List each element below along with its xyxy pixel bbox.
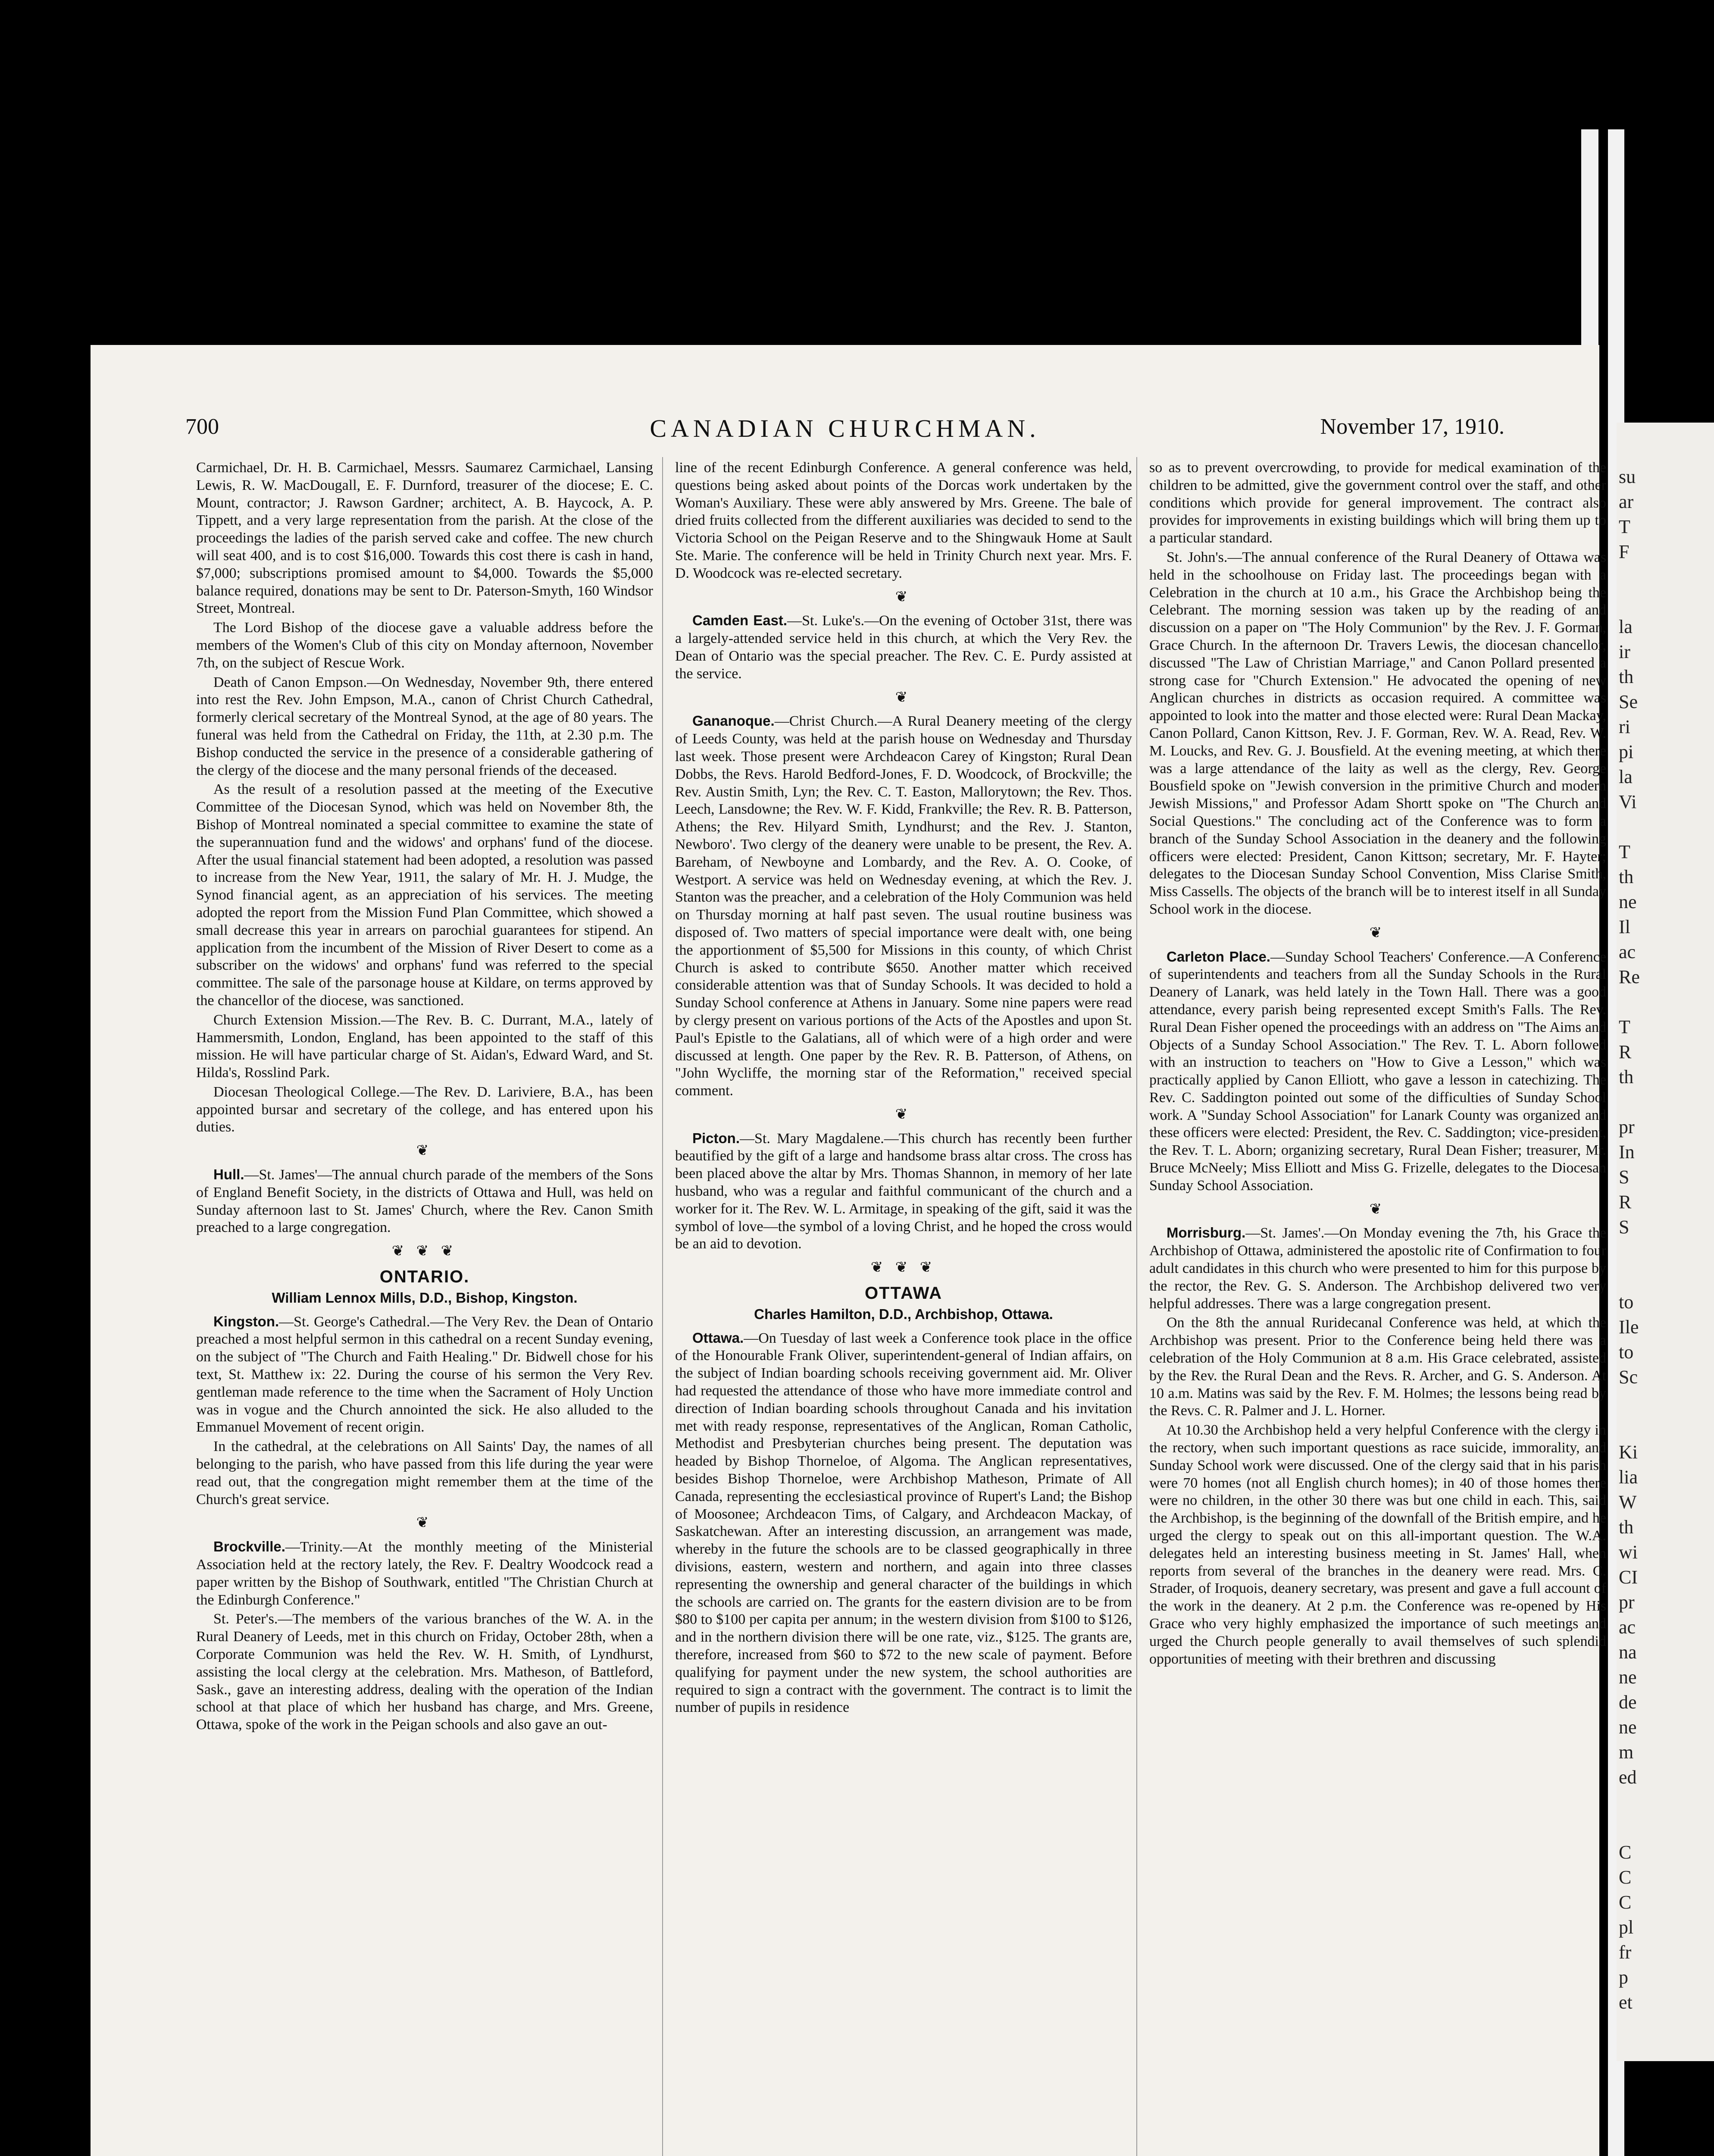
paragraph: At 10.30 the Archbishop held a very helpful Conference with the clergy in the rectory, when such important questions as race suicide, immorality, and Sunday School work were discussed. One of the clergy said that in his parish were 70 homes (not all English church homes); in 40 of those homes there were no children, in the other 30 there was but one child in each. This, said the Archbishop, is the beginning of the downfall of the British empire, and he urged the clergy to speak out on this all-important question. The W.A. delegates held an interesting business meeting in St. James' Hall, when reports from several of the branches in the deanery were read. Mrs. C. Strader, of Iroquois, deanery secretary, was present and gave a full account of the work in the deanery. At 2 p.m. the Conference was re-opened by His Grace who very highly emphasized the importance of such meetings and urged the Church people generally to avail themselves of such splendid opportunities of meeting with their brethren and discussing [1149,1422,1606,1667]
section-heading-ottawa: OTTAWA [864,1284,943,1303]
edge-fragment: na [1619,1642,1637,1663]
paragraph-lead: Brockville. [213,1539,285,1555]
edge-fragment: ir [1619,641,1630,662]
paragraph: On the 8th the annual Ruridecanal Conference was held, at which the Archbishop was present. Prior to the Conference being held there was a celebration of the Holy Communion at 8 a.m. His Grace celebrated, assisted by the Rev. the Rural Dean and the Revs. R. Archer, and G. S. Anderson. At 10 a.m. Matins was said by the Rev. F. M. Holmes; the lessons being read by the Revs. C. R. Palmer and J. L. Horner. [1149,1315,1606,1419]
edge-fragment: R [1619,1041,1632,1062]
edge-fragment: th [1619,1517,1634,1538]
edge-fragment: T [1619,841,1630,862]
edge-fragment: T [1619,1016,1630,1037]
paragraph-body: —St. Luke's.—On the evening of October 31st, there was a largely-attended service held in this church, at which the Very Rev. the Dean of Ontario was the special preacher. The Rev. C. E. Purdy assisted at the service. [675,613,1132,682]
paragraph-lead: Gananoque. [692,713,775,729]
paragraph: St. Peter's.—The members of the various branches of the W. A. in the Rural Deanery of Leeds, met in this church on Friday, October 28th, when a Corporate Communion was held the Rev. W. H. Smith, of Lyndhurst, assisting the local clergy at the celebration. Mrs. Matheson, of Battleford, Sask., gave an interesting address, dealing with the operation of the Indian school at that place of which her husband has charge, and Mrs. Greene, Ottawa, spoke of the work in the Peigan schools and also gave an out- [196,1611,653,1733]
section-heading-ontario: ONTARIO. [379,1267,470,1287]
paragraph [196,1538,653,1609]
paragraph-body: —St. James'—The annual church parade of the members of the Sons of England Benefit Society, in the districts of Ottawa and Hull, was held on Sunday afternoon last to St. James' Church, where the Rev. Canon Smith preached to a large congregation. [196,1167,653,1236]
paragraph-body: —On Tuesday of last week a Conference took place in the office of the Honourable Frank Oliver, superintendent-general of Indian affairs, on the subject of Indian boarding schools receiving government aid. Mr. Oliver had requested the attendance of those who have more immediate control and direction of Indian boarding schools throughout Canada and his invitation met with ready response, representatives of the Anglican, Roman Catholic, Methodist and Presbyterian churches being present. The deputation was headed by Bishop Thorneloe, of Algoma. The Anglican representatives, besides Bishop Thorneloe, were Archbishop Matheson, Primate of All Canada, representing the ecclesiastical province of Rupert's Land; the Bishop of Moosonee; Archdeacon Tims, of Calgary, and Archdeacon Mackay, of Saskatchewan. After an interesting discussion, an arrangement was made, whereby in the future the schools are to be classed geographically in three divisions, eastern, western and northern, and again into three classes representing the ownership and general character of the buildings in which the schools are carried on. The grants for the eastern division are to be from $80 to $100 per capita per annum; in the western division from $100 to $126, and in the northern division there will be one rate, viz., $125. The grants are, therefore, increased from $60 to $72 to the new scale of payment. Before qualifying for payment under the new system, the school authorities are required to sign a contract with the government. The contract is to limit the number of pupils in residence [675,1330,1132,1716]
edge-fragment: su [1619,466,1636,487]
bishop-byline: William Lennox Mills, D.D., Bishop, Kingston. [272,1289,578,1306]
paragraph-lead: Morrisburg. [1167,1225,1246,1241]
paragraph: In the cathedral, at the celebrations on All Saints' Day, the names of all belonging to the parish, who have passed from this life during the year were read out, that the congregation might remember them at the time of the Church's great service. [196,1438,653,1507]
paragraph: line of the recent Edinburgh Conference. A general conference was held, questions being asked about points of the Dorcas work undertaken by the Woman's Auxiliary. These were ably answered by Mrs. Greene. The bale of dried fruits collected from the different auxiliaries was decided to send to the Victoria School on the Peigan Reserve and to the Shingwauk Home at Sault Ste. Marie. The conference will be held in Trinity Church next year. Mrs. F. D. Woodcock was re-elected secretary. [675,460,1132,581]
edge-fragment: CI [1619,1567,1638,1588]
edge-fragment: In [1619,1141,1635,1163]
edge-fragment: S [1619,1166,1630,1188]
column-1 [196,459,653,2156]
edge-fragment: Vi [1619,791,1637,812]
edge-fragment: th [1619,866,1634,887]
edge-fragment: ri [1619,716,1630,737]
ornament: ❦ ❦ ❦ [391,1243,458,1260]
edge-fragment: ac [1619,941,1636,962]
paragraph-body: —St. Mary Magdalene.—This church has recently been further beautified by the gift of a large and handsome brass altar cross. The cross has been placed above the altar by Mrs. Thomas Shannon, in memory of her late husband, who was a regular and faithful communicant of the church and a worker for it. The Rev. W. L. Armitage, in speaking of the gift, said it was the symbol of love—the symbol of a loving Christ, and he hoped the cross would be an aid to devotion. [675,1130,1132,1252]
edge-fragment: pl [1619,1917,1634,1938]
page-header [185,414,1504,448]
edge-fragment: R [1619,1191,1632,1213]
ornament: ❦ ❦ ❦ [870,1260,937,1276]
edge-fragment: C [1619,1842,1632,1863]
edge-fragment: ar [1619,491,1634,512]
column-2 [675,459,1132,2156]
edge-fragment: th [1619,666,1634,687]
edge-fragment: et [1619,1992,1633,2013]
edge-fragment: to [1619,1291,1634,1313]
paragraph-lead: Ottawa. [692,1329,744,1346]
paragraph-body: —St. George's Cathedral.—The Very Rev. the Dean of Ontario preached a most helpful sermon in this cathedral on a recent Sunday evening, on the subject of "The Church and Faith Healing." Dr. Bidwell chose for his text, St. Matthew ix: 22. During the course of his sermon the Very Rev. gentleman made reference to the time when the Sacrament of Holy Unction was in vogue and the Church annointed the sick. He also alluded to the Emmanuel Movement of recent origin. [196,1313,653,1435]
paragraph-body: —Trinity.—At the monthly meeting of the Ministerial Association held at the rectory lately, the Rev. F. Dealtry Woodcock read a paper written by the Bishop of Southwark, entitled "The Christian Church at the Edinburgh Conference." [196,1539,653,1608]
paragraph: As the result of a resolution passed at the meeting of the Executive Committee of the Diocesan Synod, which was held on November 8th, the Bishop of Montreal nominated a special committee to examine the state of the superannuation fund and the widows' and orphans' fund of the diocese. After the usual financial statement had been adopted, a resolution was passed to increase from the New Year, 1911, the salary of Mr. H. J. Mudge, the Synod financial agent, as an appreciation of his services. The meeting adopted the report from the Mission Fund Plan Committee, which showed a small decrease this year in arrears on parochial guarantees for stipend. An application from the incumbent of the Mission of River Desert to come as a subscriber on the widows' and orphans' fund was referred to the special committee. The sale of the parsonage house at Kildare, on terms approved by the chancellor of the diocese, was sanctioned. [196,781,653,1009]
paragraph: The Lord Bishop of the diocese gave a valuable address before the members of the Women's Club of this city on Monday afternoon, November 7th, on the subject of Rescue Work. [196,620,653,671]
edge-fragment: la [1619,616,1633,637]
paragraph-lead: Hull. [213,1166,244,1183]
edge-fragment: fr [1619,1942,1632,1963]
newspaper-page [91,345,1606,2156]
edge-fragment: T [1619,516,1630,537]
edge-fragment: ne [1619,891,1637,912]
paragraph [1149,1224,1606,1313]
masthead: CANADIAN CHURCHMAN. [650,414,1040,442]
edge-fragment: Il [1619,916,1630,937]
ornament: ❦ [1369,1201,1386,1217]
edge-fragment: C [1619,1867,1632,1888]
paragraph-body: —Sunday School Teachers' Conference.—A Conference of superintendents and teachers from all the Sunday Schools in the Rural Deanery of Lanark, was held lately in the Town Hall. There was a good attendance, every parish being represented except Smith's Falls. The Rev. Rural Dean Fisher opened the proceedings with an address on "The Aims and Objects of a Sunday School Association." The Rev. T. L. Aborn followed with an instruction to teachers on "How to Give a Lesson," which was practically applied by Canon Elliott, who gave a lesson in catechizing. The Rev. C. Saddington pointed out some of the difficulties of Sunday School work. A "Sunday School Association" for Lanark County was organized and these officers were elected: President, the Rev. C. Saddington; vice-president, the Rev. T. L. Aborn; organizing secretary, Rural Dean Fisher; treasurer, Mr. Bruce McNeely; Miss Elliott and Miss G. Frizelle, delegates to the Diocesan Sunday School Association. [1149,949,1606,1194]
paragraph-lead: Carleton Place. [1167,948,1270,965]
edge-fragment: pi [1619,741,1634,762]
edge-fragment: p [1619,1967,1628,1988]
edge-fragment: pr [1619,1592,1635,1613]
paragraph [196,1166,653,1237]
edge-fragment: Ile [1619,1316,1639,1338]
issue-date: November 17, 1910. [1320,414,1504,439]
paragraph: Church Extension Mission.—The Rev. B. C. Durrant, M.A., lately of Hammersmith, London, England, has been appointed to the staff of this mission. He will have particular charge of St. Aidan's, Edward Ward, and St. Hilda's, Rosslind Park. [196,1012,653,1081]
edge-fragment: ed [1619,1767,1637,1788]
paragraph-body: —St. James'.—On Monday evening the 7th, his Grace the Archbishop of Ottawa, administered the apostolic rite of Confirmation to four adult candidates in this church who were presented to him for this purpose by the rector, the Rev. G. S. Anderson. The Archbishop delivered two very helpful addresses. There was a large congregation present. [1149,1225,1606,1312]
edge-fragment: m [1619,1742,1634,1763]
edge-fragment: C [1619,1892,1632,1913]
paragraph: Death of Canon Empson.—On Wednesday, November 9th, there entered into rest the Rev. John Empson, M.A., canon of Christ Church Cathedral, formerly clerical secretary of the Montreal Synod, at the age of 80 years. The funeral was held from the Cathedral on Friday, the 11th, at 2.30 p.m. The Bishop conducted the service in the presence of a considerable gathering of the clergy of the diocese and the many personal friends of the deceased. [196,674,653,778]
ornament: ❦ [1369,924,1386,941]
edge-fragment: F [1619,541,1630,562]
column-rule-2 [1136,457,1137,2156]
edge-fragment: wi [1619,1542,1638,1563]
page-number: 700 [185,414,219,439]
edge-fragment: Sc [1619,1366,1638,1388]
edge-fragment: th [1619,1066,1634,1087]
archbishop-byline: Charles Hamilton, D.D., Archbishop, Ottawa. [754,1306,1053,1322]
edge-fragment: ne [1619,1667,1637,1688]
edge-fragment: lia [1619,1467,1638,1488]
ornament: ❦ [416,1143,433,1159]
paragraph [675,712,1132,1100]
ornament: ❦ [895,689,912,705]
paragraph-lead: Kingston. [213,1313,279,1329]
edge-fragment: S [1619,1216,1630,1238]
edge-fragment: ne [1619,1717,1637,1738]
column-rule-1 [662,457,663,2156]
edge-fragment: ac [1619,1617,1636,1638]
paragraph [1149,948,1606,1195]
ornament: ❦ [416,1515,433,1531]
paragraph [196,1313,653,1437]
paragraph [675,1130,1132,1253]
adjacent-page-edge [1617,423,1714,2061]
paragraph [675,612,1132,683]
paragraph [675,1329,1132,1717]
paragraph-lead: Camden East. [692,612,788,629]
paragraph: Carmichael, Dr. H. B. Carmichael, Messrs. Saumarez Carmichael, Lansing Lewis, R. W. MacDougall, E. F. Durnford, treasurer of the diocese; E. C. Mount, contractor; J. Rawson Gardner; architect, A. B. Haycock, A. P. Tippett, and a very large representation from the parish. At the close of the proceedings the ladies of the parish served cake and coffee. The new church will seat 400, and is to cost $16,000. Towards this cost there is cash in hand, $7,000; subscriptions promised amount to $4,000. Towards the $5,000 balance required, donations may be sent to Dr. Paterson-Smyth, 160 Windsor Street, Montreal. [196,460,653,617]
edge-fragment: to [1619,1341,1634,1363]
paragraph: St. John's.—The annual conference of the Rural Deanery of Ottawa was held in the schoolhouse on Friday last. The proceedings began with a Celebration in the church at 10 a.m., his Grace the Archbishop being the Celebrant. The morning session was taken up by the reading of and discussion on a paper on "The Holy Communion" by the Rev. J. F. Gorman, Grace Church. In the afternoon Dr. Travers Lewis, the diocesan chancellor, discussed "The Law of Christian Marriage," and Canon Pollard presented a strong case for "Church Extension." He advocated the opening of new Anglican churches in districts as occasion required. A committee was appointed to look into the matter and those elected were: Rural Dean Mackay, Canon Pollard, Canon Kittson, Rev. J. F. Gorman, Rev. W. A. Read, Rev. W. M. Loucks, and Rev. G. J. Bousfield. At the evening meeting, at which there was a large attendance of the laity as well as the clergy, Rev. George Bousfield spoke on "Jewish conversion in the primitive Church and modern Jewish Missions," and Professor Adam Shortt spoke on "The Church and Social Questions." The concluding act of the Conference was to form a branch of the Sunday School Association in the deanery and the following officers were elected: President, Canon Kittson; secretary, Mr. F. Hayter; delegates to the Diocesan Sunday School Convention, Miss Clarise Smith, Miss Cassells. The objects of the branch will be to interest itself in all Sunday School work in the diocese. [1149,549,1606,917]
edge-fragment: W [1619,1492,1637,1513]
edge-fragment: la [1619,766,1633,787]
paragraph: so as to prevent overcrowding, to provide for medical examination of the children to be admitted, give the government control over the staff, and other conditions which provide for general improvement. The contract also provides for improvements in existing buildings which will bring them up to a particular standard. [1149,460,1606,546]
paragraph-lead: Picton. [692,1130,740,1146]
edge-fragment: Re [1619,966,1640,987]
ornament: ❦ [895,589,912,605]
paragraph: Diocesan Theological College.—The Rev. D. Lariviere, B.A., has been appointed bursar and secretary of the college, and has entered upon his duties. [196,1084,653,1135]
ornament: ❦ [895,1106,912,1122]
edge-fragment: de [1619,1692,1637,1713]
paragraph-body: —Christ Church.—A Rural Deanery meeting of the clergy of Leeds County, was held at the parish house on Wednesday and Thursday last week. Those present were Archdeacon Carey of Kingston; Rural Dean Dobbs, the Revs. Harold Bedford-Jones, F. D. Woodcock, of Brockville; the Rev. Austin Smith, Lyn; the Rev. C. T. Easton, Mallorytown; the Rev. Thos. Leech, Lansdowne; the Rev. W. F. Kidd, Frankville; the Rev. R. B. Patterson, Athens; the Rev. Hilyard Smith, Lyndhurst; and the Rev. J. Stanton, Newboro'. Two clergy of the deanery were unable to be present, the Rev. A. Bareham, of Newboyne and Lombardy, and the Rev. A. O. Cooke, of Westport. A service was held on Wednesday evening, at which the Rev. J. Stanton was the preacher, and a celebration of the Holy Communion was held on Thursday morning at half past seven. The usual routine business was disposed of. Two matters of special importance were dealt with, one being the apportionment of $5,500 for Missions in this county, of which Christ Church is asked to contribute $650. Another matter which received considerable attention was that of Sunday Schools. It was decided to hold a Sunday School conference at Athens in January. Some nine papers were read by clergy present on various portions of the Acts of the Apostles and upon St. Paul's Epistle to the Galatians, all of which were of a high order and were discussed at length. One paper by the Rev. R. B. Patterson, of Athens, on "John Wycliffe, the morning star of the Reformation," received special comment. [675,713,1132,1099]
edge-fragment: pr [1619,1116,1635,1138]
column-3 [1149,459,1606,2156]
edge-fragment: Ki [1619,1442,1638,1463]
edge-fragment: Se [1619,691,1638,712]
